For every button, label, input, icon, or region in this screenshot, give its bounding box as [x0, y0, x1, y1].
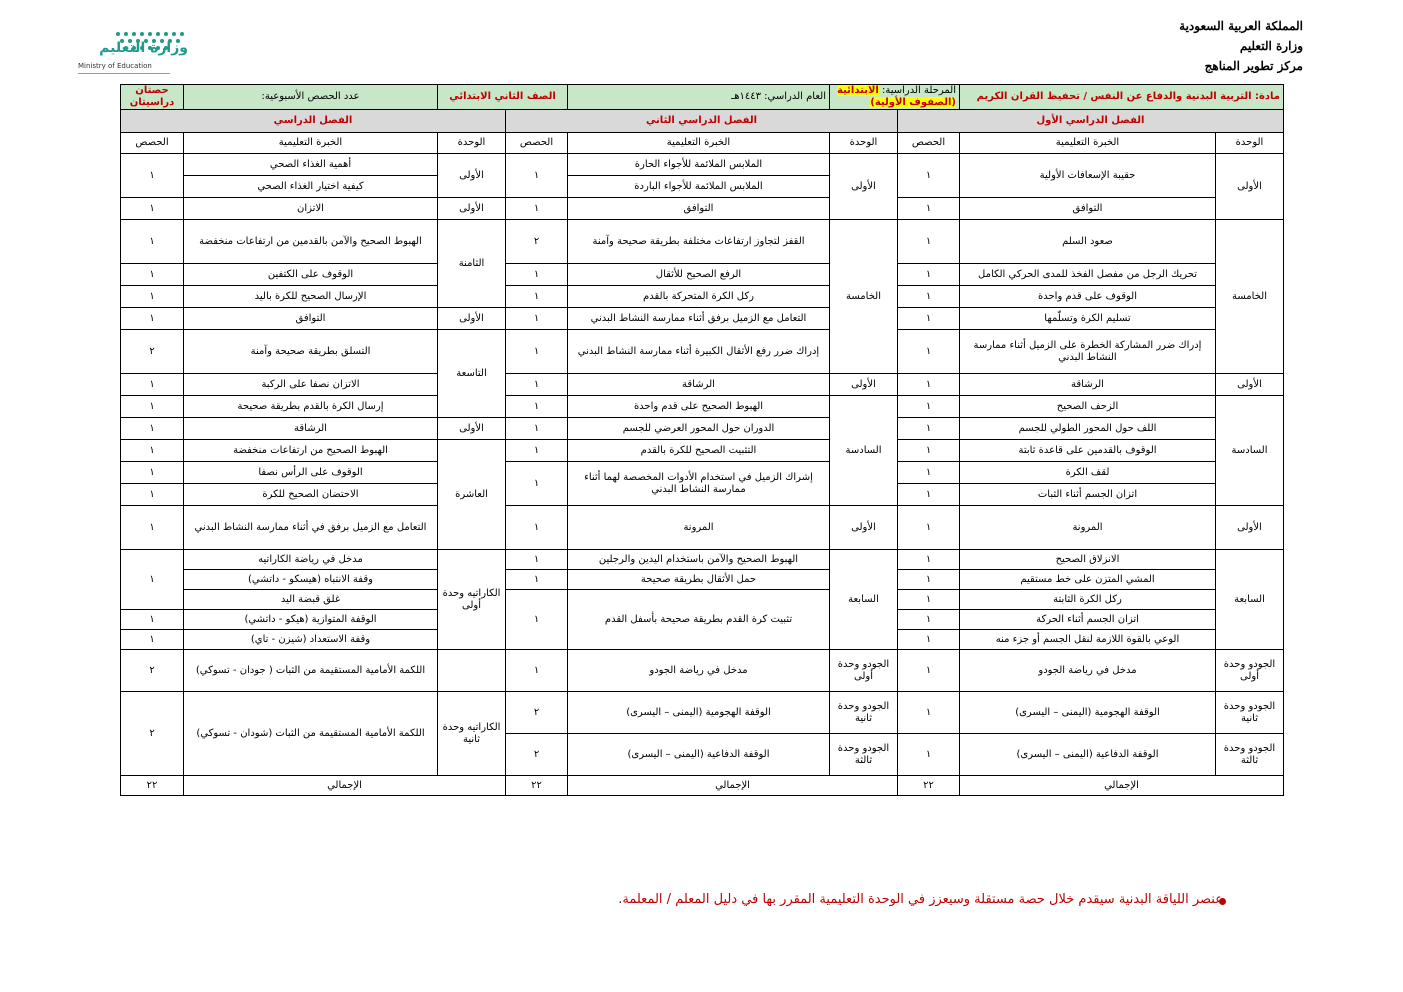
exp-cell: تسليم الكرة وتسلّمها — [960, 308, 1216, 330]
unit-cell: الأولى — [438, 154, 506, 198]
unit-cell: الأولى — [1216, 154, 1284, 220]
unit-cell: الجودو وحدة أولى — [1216, 650, 1284, 692]
exp-cell: حمل الأثقال بطريقة صحيحة — [568, 570, 830, 590]
periods-cell: ١ — [506, 374, 568, 396]
periods-cell: ١ — [898, 374, 960, 396]
unit-cell: الأولى — [438, 308, 506, 330]
unit-cell: السادسة — [830, 396, 898, 506]
periods-cell: ١ — [121, 550, 184, 610]
periods-cell: ١ — [898, 198, 960, 220]
unit-cell: الكاراتيه وحدة ثانية — [438, 692, 506, 776]
periods-cell: ٢ — [506, 692, 568, 734]
exp-cell: لقف الكرة — [960, 462, 1216, 484]
exp-cell: اللكمة الأمامية المستقيمة من الثبات (شودان - تسوكي) — [184, 692, 438, 776]
periods-cell: ٢ — [506, 220, 568, 264]
exp-cell: الاتزان نصفا على الركبة — [184, 374, 438, 396]
unit-cell: الخامسة — [830, 220, 898, 374]
periods-cell: ١ — [121, 198, 184, 220]
unit-cell: الأولى — [830, 506, 898, 550]
exp-cell: الدوران حول المحور العرضي للجسم — [568, 418, 830, 440]
total-label: الإجمالي — [960, 776, 1284, 796]
periods-cell: ١ — [506, 198, 568, 220]
unit-cell: التاسعة — [438, 330, 506, 418]
unit-cell: العاشرة — [438, 440, 506, 550]
exp-cell: الملابس الملائمة للأجواء الباردة — [568, 176, 830, 198]
semester-1-title: الفصل الدراسي الأول — [898, 110, 1284, 133]
periods-cell: ١ — [898, 286, 960, 308]
column-header-row — [121, 133, 1284, 154]
periods-cell: ١ — [898, 590, 960, 610]
unit-cell: الجودو وحدة ثانية — [1216, 692, 1284, 734]
subject-cell: مادة: التربية البدنية والدفاع عن النفس / تحفيظ القران الكريم — [960, 85, 1284, 110]
unit-cell: السابعة — [830, 550, 898, 650]
periods-cell: ١ — [898, 264, 960, 286]
exp-cell: الهبوط الصحيح من ارتفاعات منخفضة — [184, 440, 438, 462]
curriculum-table — [120, 84, 1284, 796]
exp-cell: الهبوط الصحيح والآمن بالقدمين من ارتفاعات منخفضة — [184, 220, 438, 264]
col-exp: الخبرة التعليمية — [184, 133, 438, 154]
table-row — [121, 462, 1284, 484]
exp-cell: التوافق — [568, 198, 830, 220]
periods-cell: ١ — [898, 418, 960, 440]
exp-cell: الملابس الملائمة للأجواء الحارة — [568, 154, 830, 176]
periods-cell: ١ — [898, 610, 960, 630]
periods-cell: ١ — [121, 610, 184, 630]
unit-cell: السادسة — [1216, 396, 1284, 506]
logo-text-en: Ministry of Education — [78, 62, 152, 70]
exp-cell: المرونة — [568, 506, 830, 550]
total-row — [121, 776, 1284, 796]
col-unit: الوحدة — [830, 133, 898, 154]
exp-cell: الوقفة الهجومية (اليمنى – اليسرى) — [960, 692, 1216, 734]
semester-row — [121, 110, 1284, 133]
unit-cell: الأولى — [1216, 506, 1284, 550]
exp-cell: وقفة الاستعداد (شيزن - تاي) — [184, 630, 438, 650]
table-row — [121, 440, 1284, 462]
periods-cell: ٢ — [506, 734, 568, 776]
exp-cell: وقفة الانتباه (هيسكو - داتشي) — [184, 570, 438, 590]
logo-text-ar: وزارة التعليم — [99, 40, 188, 56]
ministry-header — [1179, 16, 1303, 76]
total-value: ٢٢ — [898, 776, 960, 796]
table-row — [121, 418, 1284, 440]
periods-cell: ١ — [506, 550, 568, 570]
periods-cell: ١ — [121, 418, 184, 440]
exp-cell: الزحف الصحيح — [960, 396, 1216, 418]
exp-cell: الرشاقة — [568, 374, 830, 396]
exp-cell: المشي المتزن على خط مستقيم — [960, 570, 1216, 590]
stage-cell: المرحلة الدراسية: الابتدائية (الصفوف الأولية) — [830, 85, 960, 110]
periods-cell: ١ — [506, 440, 568, 462]
exp-cell: تثبيت كرة القدم بطريقة صحيحة بأسفل القدم — [568, 590, 830, 650]
exp-cell: اتزان الجسم أثناء الحركة — [960, 610, 1216, 630]
logo-divider — [78, 73, 170, 74]
unit-cell: الأولى — [830, 374, 898, 396]
exp-cell: التعامل مع الزميل برفق أثناء ممارسة النشاط البدني — [568, 308, 830, 330]
grade-cell: الصف الثاني الابتدائي — [438, 85, 568, 110]
ministry-name: وزارة التعليم — [1239, 39, 1303, 53]
periods-cell: ١ — [898, 154, 960, 198]
exp-cell: أهمية الغذاء الصحي — [184, 154, 438, 176]
periods-cell: ١ — [506, 650, 568, 692]
table-row — [121, 570, 1284, 590]
exp-cell: اتزان الجسم أثناء الثبات — [960, 484, 1216, 506]
periods-cell: ١ — [898, 570, 960, 590]
periods-cell: ١ — [121, 630, 184, 650]
total-label: الإجمالي — [184, 776, 506, 796]
table-row — [121, 308, 1284, 330]
unit-cell: السابعة — [1216, 550, 1284, 650]
exp-cell: الوقفة الدفاعية (اليمنى – اليسرى) — [960, 734, 1216, 776]
periods-cell: ١ — [506, 590, 568, 650]
unit-cell — [438, 650, 506, 692]
table-row — [121, 692, 1284, 734]
total-value: ٢٢ — [121, 776, 184, 796]
periods-cell: ١ — [898, 650, 960, 692]
exp-cell: الوقفة المتوازية (هيكو - داتشي) — [184, 610, 438, 630]
periods-cell: ١ — [898, 692, 960, 734]
exp-cell: التعامل مع الزميل برفق في أثناء ممارسة النشاط البدني — [184, 506, 438, 550]
exp-cell: الرشاقة — [184, 418, 438, 440]
exp-cell: إشراك الزميل في استخدام الأدوات المخصصة لهما أثناء ممارسة النشاط البدني — [568, 462, 830, 506]
table-row — [121, 374, 1284, 396]
exp-cell: ركل الكرة الثابتة — [960, 590, 1216, 610]
unit-cell: الثامنة — [438, 220, 506, 308]
table-row — [121, 154, 1284, 176]
exp-cell: ركل الكرة المتحركة بالقدم — [568, 286, 830, 308]
exp-cell: المرونة — [960, 506, 1216, 550]
table-row — [121, 506, 1284, 550]
periods-cell: ١ — [898, 550, 960, 570]
periods-cell: ١ — [121, 506, 184, 550]
exp-cell: القفز لتجاوز ارتفاعات مختلفة بطريقة صحيحة وآمنة — [568, 220, 830, 264]
periods-cell: ١ — [898, 630, 960, 650]
periods-cell: ١ — [506, 418, 568, 440]
exp-cell: الهبوط الصحيح على قدم واحدة — [568, 396, 830, 418]
total-value: ٢٢ — [506, 776, 568, 796]
table-row — [121, 650, 1284, 692]
periods-cell: ١ — [121, 440, 184, 462]
col-periods: الحصص — [506, 133, 568, 154]
exp-cell: إرسال الكرة بالقدم بطريقة صحيحة — [184, 396, 438, 418]
periods-cell: ١ — [506, 330, 568, 374]
exp-cell: الانزلاق الصحيح — [960, 550, 1216, 570]
exp-cell: مدخل في رياضة الجودو — [568, 650, 830, 692]
col-unit: الوحدة — [1216, 133, 1284, 154]
periods-cell: ١ — [898, 462, 960, 484]
periods-cell: ٢ — [121, 692, 184, 776]
unit-cell: الخامسة — [1216, 220, 1284, 374]
exp-cell: تحريك الرجل من مفصل الفخذ للمدى الحركي الكامل — [960, 264, 1216, 286]
periods-cell: ١ — [898, 396, 960, 418]
exp-cell: صعود السلم — [960, 220, 1216, 264]
center-name: مركز تطوير المناهج — [1204, 59, 1303, 73]
unit-cell: الأولى — [438, 198, 506, 220]
periods-cell: ١ — [898, 734, 960, 776]
footnote: عنصر اللياقة البدنية سيقدم خلال حصة مستقلة وسيعزز في الوحدة التعليمية المقرر بها في دليل المعلم / المعلمة. — [618, 892, 1223, 907]
table-row — [121, 330, 1284, 374]
exp-cell: الوقفة الهجومية (اليمنى – اليسرى) — [568, 692, 830, 734]
unit-cell: الجودو وحدة ثانية — [830, 692, 898, 734]
periods-cell: ٢ — [121, 330, 184, 374]
exp-cell: كيفية اختيار الغذاء الصحي — [184, 176, 438, 198]
semester-3-title: الفصل الدراسي — [121, 110, 506, 133]
unit-cell: الأولى — [1216, 374, 1284, 396]
periods-cell: ١ — [121, 484, 184, 506]
exp-cell: الرفع الصحيح للأثقال — [568, 264, 830, 286]
exp-cell: إدراك ضرر المشاركة الخطرة على الزميل أثناء ممارسة النشاط البدني — [960, 330, 1216, 374]
exp-cell: التثبيت الصحيح للكرة بالقدم — [568, 440, 830, 462]
exp-cell: الاتزان — [184, 198, 438, 220]
exp-cell: الوقوف بالقدمين على قاعدة ثابتة — [960, 440, 1216, 462]
periods-cell: ١ — [506, 308, 568, 330]
exp-cell: الوقوف على الرأس نصفا — [184, 462, 438, 484]
periods-cell: ١ — [898, 330, 960, 374]
col-periods: الحصص — [898, 133, 960, 154]
table-row — [121, 220, 1284, 264]
table-row — [121, 198, 1284, 220]
periods-cell: ١ — [898, 484, 960, 506]
table-row — [121, 590, 1284, 610]
exp-cell: الوعي بالقوة اللازمة لنقل الجسم أو جزء منه — [960, 630, 1216, 650]
periods-cell: ١ — [121, 462, 184, 484]
periods-cell: ١ — [121, 374, 184, 396]
year-cell: العام الدراسي: ١٤٤٣هـ — [568, 85, 830, 110]
exp-cell: غلق قبضة اليد — [184, 590, 438, 610]
exp-cell: الوقوف على الكتفين — [184, 264, 438, 286]
unit-cell: الجودو وحدة ثالثة — [1216, 734, 1284, 776]
exp-cell: مدخل في رياضة الجودو — [960, 650, 1216, 692]
unit-cell: الأولى — [830, 154, 898, 220]
country-name: المملكة العربية السعودية — [1179, 19, 1303, 33]
periods-cell: ١ — [506, 396, 568, 418]
info-row — [121, 85, 1284, 110]
periods-cell: ١ — [121, 220, 184, 264]
exp-cell: الهبوط الصحيح والآمن باستخدام اليدين والرجلين — [568, 550, 830, 570]
exp-cell: اللف حول المحور الطولي للجسم — [960, 418, 1216, 440]
exp-cell: التوافق — [184, 308, 438, 330]
periods-cell: ١ — [506, 506, 568, 550]
periods-value-cell: حصتان دراسيتان — [121, 85, 184, 110]
col-periods: الحصص — [121, 133, 184, 154]
periods-cell: ٢ — [121, 650, 184, 692]
exp-cell: اللكمة الأمامية المستقيمة من الثبات ( جودان - تسوكي) — [184, 650, 438, 692]
unit-cell: الجودو وحدة ثالثة — [830, 734, 898, 776]
periods-cell: ١ — [898, 308, 960, 330]
periods-cell: ١ — [121, 286, 184, 308]
periods-cell: ١ — [121, 154, 184, 198]
periods-cell: ١ — [121, 308, 184, 330]
exp-cell: مدخل في رياضة الكاراتيه — [184, 550, 438, 570]
exp-cell: إدراك ضرر رفع الأثقال الكبيرة أثناء ممارسة النشاط البدني — [568, 330, 830, 374]
exp-cell: الوقفة الدفاعية (اليمنى – اليسرى) — [568, 734, 830, 776]
exp-cell: حقيبة الإسعافات الأولية — [960, 154, 1216, 198]
periods-cell: ١ — [506, 462, 568, 506]
exp-cell: التسلق بطريقة صحيحة وآمنة — [184, 330, 438, 374]
periods-cell: ١ — [506, 154, 568, 198]
total-label: الإجمالي — [568, 776, 898, 796]
unit-cell: الأولى — [438, 418, 506, 440]
exp-cell: الاحتضان الصحيح للكرة — [184, 484, 438, 506]
periods-cell: ١ — [506, 570, 568, 590]
col-exp: الخبرة التعليمية — [960, 133, 1216, 154]
periods-cell: ١ — [506, 264, 568, 286]
col-exp: الخبرة التعليمية — [568, 133, 830, 154]
semester-2-title: الفصل الدراسي الثاني — [506, 110, 898, 133]
periods-cell: ١ — [898, 440, 960, 462]
table-row — [121, 396, 1284, 418]
exp-cell: التوافق — [960, 198, 1216, 220]
col-unit: الوحدة — [438, 133, 506, 154]
periods-cell: ١ — [898, 506, 960, 550]
periods-label-cell: عدد الحصص الأسبوعية: — [184, 85, 438, 110]
exp-cell: الرشاقة — [960, 374, 1216, 396]
periods-cell: ١ — [121, 264, 184, 286]
unit-cell: الجودو وحدة أولى — [830, 650, 898, 692]
periods-cell: ١ — [898, 220, 960, 264]
unit-cell: الكاراتيه وحدة أولى — [438, 550, 506, 650]
table-row — [121, 286, 1284, 308]
exp-cell: الوقوف على قدم واحدة — [960, 286, 1216, 308]
table-row — [121, 264, 1284, 286]
periods-cell: ١ — [506, 286, 568, 308]
table-row — [121, 550, 1284, 570]
periods-cell: ١ — [121, 396, 184, 418]
exp-cell: الإرسال الصحيح للكرة باليد — [184, 286, 438, 308]
